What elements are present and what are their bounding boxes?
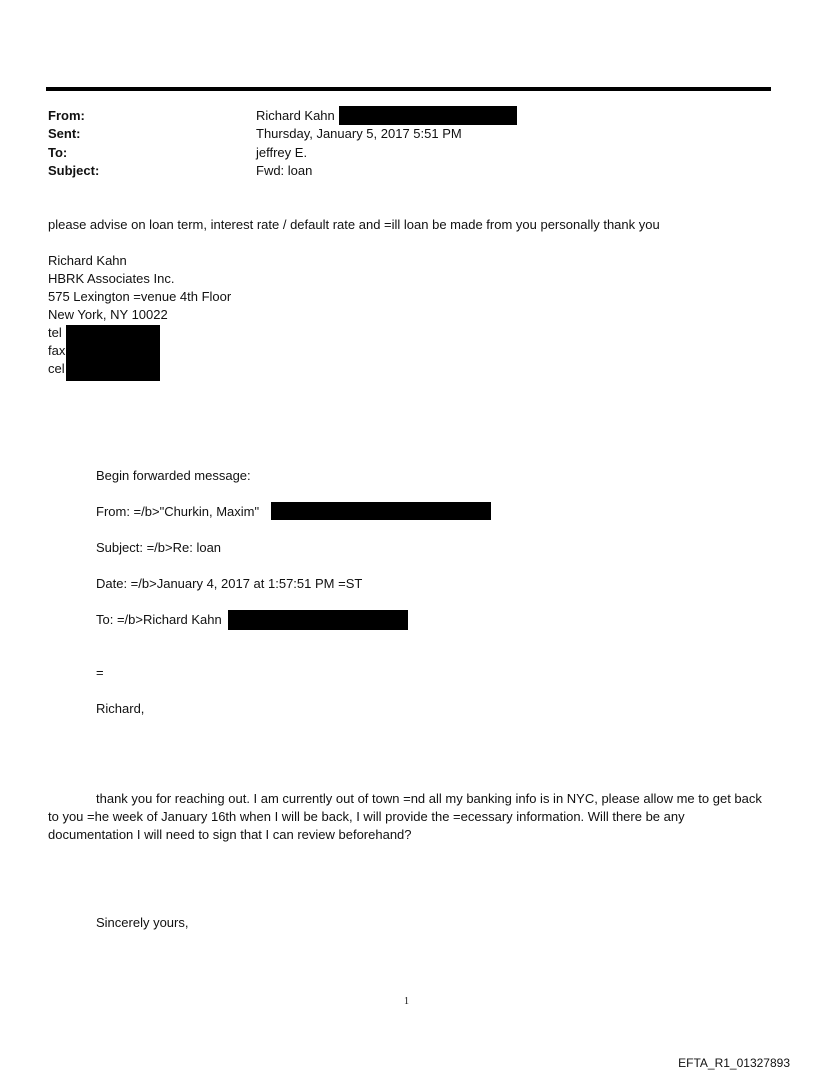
from-value: Richard Kahn — [256, 108, 335, 123]
subject-value: Fwd: loan — [256, 163, 313, 178]
forwarded-equals: = — [96, 665, 104, 680]
message-body: please advise on loan term, interest rate / default rate and =ill loan be made from you personally thank you — [48, 217, 660, 232]
forwarded-greeting: Richard, — [96, 701, 145, 716]
forwarded-subject: Subject: =/b>Re: loan — [96, 540, 222, 555]
forwarded-date: Date: =/b>January 4, 2017 at 1:57:51 PM =ST — [96, 576, 363, 591]
signature-address-line2: New York, NY 10022 — [48, 307, 168, 322]
redaction-block — [66, 325, 160, 381]
header-rule — [46, 87, 771, 91]
to-value: jeffrey E. — [256, 145, 308, 160]
to-label: To: — [48, 145, 68, 160]
redaction-block — [339, 106, 517, 125]
from-label: From: — [48, 108, 85, 123]
forwarded-paragraph — [48, 790, 768, 844]
document-id: EFTA_R1_01327893 — [678, 1056, 790, 1070]
forwarded-closing: Sincerely yours, — [96, 915, 189, 930]
signature-cel-label: cel — [48, 361, 65, 376]
signature-fax-label: fax — [48, 343, 66, 358]
redaction-block — [228, 610, 408, 630]
forwarded-paragraph-text: thank you for reaching out. I am currently out of town =nd all my banking info is in NYC, please allow me to get back to you =he week of January 16th when I will be back, I will provide the =ecessary information. Will there be any documentation I will need to sign that I can review beforehand? — [48, 791, 762, 842]
forwarded-from: From: =/b>"Churkin, Maxim" — [96, 504, 260, 519]
sent-value: Thursday, January 5, 2017 5:51 PM — [256, 126, 462, 141]
signature-company: HBRK Associates Inc. — [48, 271, 175, 286]
forwarded-intro: Begin forwarded message: — [96, 468, 251, 483]
signature-tel-label: tel — [48, 325, 62, 340]
forwarded-to: To: =/b>Richard Kahn — [96, 612, 222, 627]
sent-label: Sent: — [48, 126, 81, 141]
page-number: 1 — [404, 996, 409, 1007]
redaction-block — [271, 502, 491, 520]
signature-address-line1: 575 Lexington =venue 4th Floor — [48, 289, 232, 304]
subject-label: Subject: — [48, 163, 100, 178]
signature-name: Richard Kahn — [48, 253, 127, 268]
